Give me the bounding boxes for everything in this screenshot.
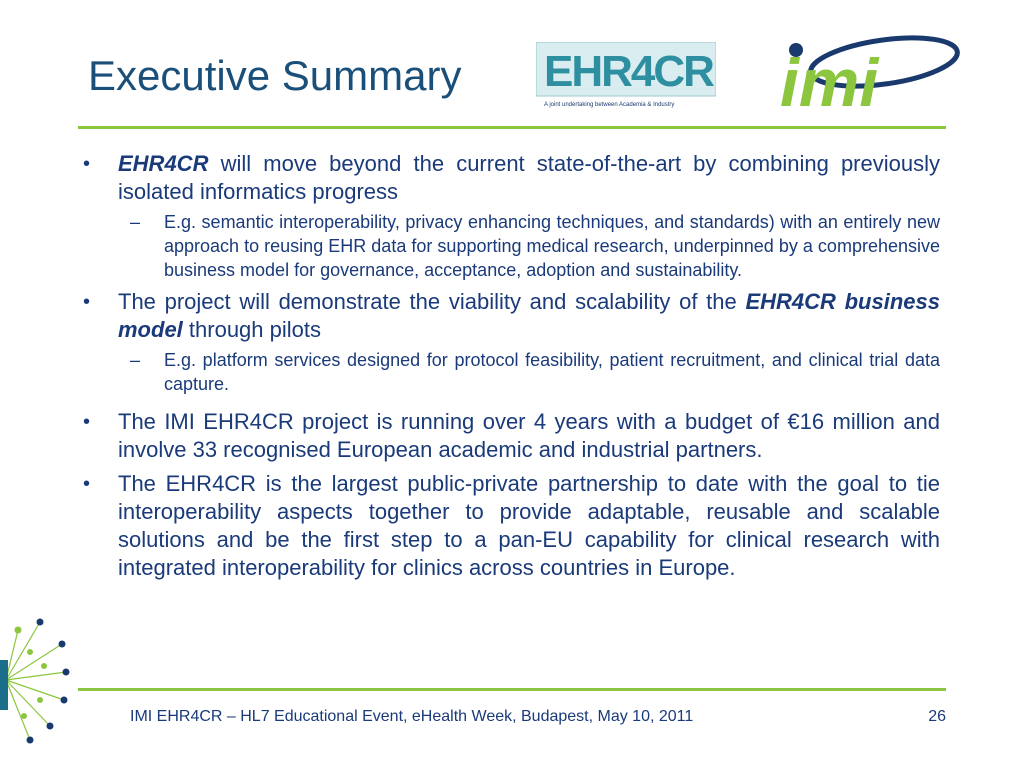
ehr4cr-logo-text: EHR4CR	[544, 47, 713, 96]
bullet-1-lead: EHR4CR	[118, 151, 209, 176]
slide-title: Executive Summary	[88, 52, 462, 99]
header-divider	[78, 126, 946, 129]
bullet-2-text: The project will demonstrate the viability and scalability of the	[118, 289, 746, 314]
footer-text: IMI EHR4CR – HL7 Educational Event, eHealth Week, Budapest, May 10, 2011	[130, 708, 694, 725]
slide-body	[80, 150, 940, 582]
network-dots-decoration	[0, 600, 80, 768]
ehr4cr-logo-tagline: A joint undertaking between Academia & Industry	[544, 102, 675, 108]
bullet-1-sub: – E.g. semantic interoperability, privacy enhancing techniques, and standards) with an entirely new approach to reusing EHR data for supporting medical research, underpinned by a comprehensive business model for governance, acceptance, adoption and sustainability.	[80, 210, 940, 282]
footer-divider	[78, 688, 946, 691]
imi-logo-text: imi	[780, 45, 879, 115]
bullet-2-sub: – E.g. platform services designed for protocol feasibility, patient recruitment, and clinical trial data capture.	[80, 348, 940, 396]
bullet-2-emph: EHR4CR business model	[118, 289, 940, 342]
bullet-1	[80, 150, 940, 206]
page-number: 26	[928, 708, 946, 725]
bullet-4: • The EHR4CR is the largest public-private partnership to date with the goal to tie interoperability aspects together to provide adaptable, reusable and scalable solutions and be the first step to a pan-EU capability for clinical research with integrated interoperability for clinics across countries in Europe.	[80, 470, 940, 582]
ehr4cr-logo	[536, 42, 716, 110]
imi-logo	[772, 30, 962, 115]
bullet-2-tail: through pilots	[182, 317, 321, 342]
bullet-2	[80, 288, 940, 344]
bullet-1-text: will move beyond the current state-of-the-art by combining previously isolated informatics progress	[118, 151, 940, 204]
bullet-3: • The IMI EHR4CR project is running over 4 years with a budget of €16 million and involve 33 recognised European academic and industrial partners.	[80, 408, 940, 464]
